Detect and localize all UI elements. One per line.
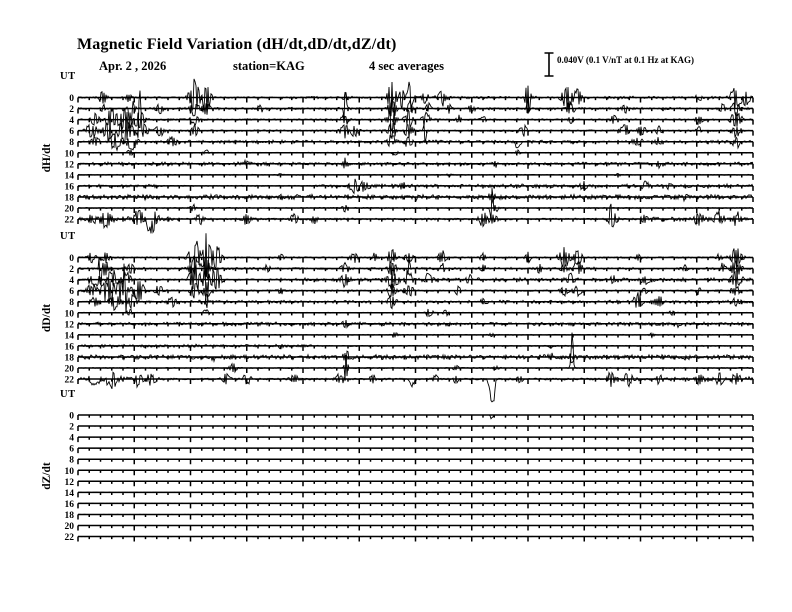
trace-baseline	[78, 437, 753, 442]
hour-label: 20	[64, 204, 74, 215]
hour-label: 0	[69, 254, 74, 264]
hour-label: 14	[64, 488, 74, 499]
trace-baseline	[78, 526, 753, 531]
hour-label: 18	[64, 511, 74, 521]
hour-label: 4	[69, 276, 74, 287]
trace-baseline	[78, 459, 753, 464]
hour-label: 10	[64, 466, 74, 477]
hour-label: 14	[64, 331, 74, 342]
hour-label: 8	[69, 298, 74, 309]
trace-baseline	[78, 514, 753, 519]
hour-label: 4	[69, 433, 74, 444]
hour-label: 2	[69, 105, 74, 115]
ut-label-panel3: UT	[60, 389, 76, 400]
hour-label: 2	[69, 265, 74, 276]
averages-label: 4 sec averages	[369, 59, 444, 73]
hour-label: 4	[69, 116, 74, 127]
station-label: station=KAG	[233, 59, 305, 73]
trace-baseline	[78, 415, 753, 420]
hour-label: 16	[64, 182, 74, 193]
hour-label: 22	[64, 375, 74, 386]
hour-label: 10	[64, 309, 74, 320]
trace-baseline	[78, 291, 753, 296]
trace-baseline	[78, 537, 753, 542]
trace-row	[78, 179, 753, 193]
hour-label: 22	[64, 533, 74, 543]
trace-baseline	[78, 175, 753, 180]
hour-label: 20	[64, 364, 74, 375]
hour-label: 14	[64, 171, 74, 182]
hour-label: 2	[69, 422, 74, 433]
trace-baseline	[78, 448, 753, 453]
hour-label: 18	[64, 193, 74, 204]
hour-label: 8	[69, 455, 74, 466]
hour-label: 0	[69, 411, 74, 422]
panel-label-dhdt: dH/dt	[41, 143, 53, 173]
page-title: Magnetic Field Variation (dH/dt,dD/dt,dZ/dt)	[77, 36, 397, 53]
hour-label: 0	[69, 94, 74, 104]
hour-label: 12	[64, 160, 74, 171]
scale-label: 0.040V (0.1 V/nT at 0.1 Hz at KAG)	[557, 55, 695, 65]
hour-label: 6	[69, 287, 74, 298]
hour-label: 8	[69, 138, 74, 149]
hour-label: 6	[69, 127, 74, 138]
trace-baseline	[78, 208, 753, 213]
panel-label-dddt: dD/dt	[41, 303, 53, 333]
hour-label: 22	[64, 215, 74, 226]
hour-label: 16	[64, 342, 74, 353]
hour-label: 18	[64, 353, 74, 364]
ut-label-panel1: UT	[60, 71, 76, 82]
trace-baseline	[78, 503, 753, 508]
trace-baseline	[78, 368, 753, 373]
hour-label: 16	[64, 499, 74, 510]
trace-row	[78, 188, 753, 219]
ut-label-panel2: UT	[60, 231, 76, 242]
trace-baseline	[78, 492, 753, 497]
panel-label-dzdt: dZ/dt	[41, 462, 53, 490]
trace-row	[78, 372, 753, 402]
hour-label: 20	[64, 522, 74, 532]
trace-baseline	[78, 470, 753, 475]
hour-label: 12	[64, 477, 74, 488]
hour-label: 10	[64, 149, 74, 160]
trace-baseline	[78, 481, 753, 486]
hour-label: 12	[64, 320, 74, 331]
date-label: Apr. 2 , 2026	[99, 59, 167, 73]
hour-label: 6	[69, 444, 74, 455]
trace-baseline	[78, 313, 753, 318]
trace-baseline	[78, 426, 753, 431]
